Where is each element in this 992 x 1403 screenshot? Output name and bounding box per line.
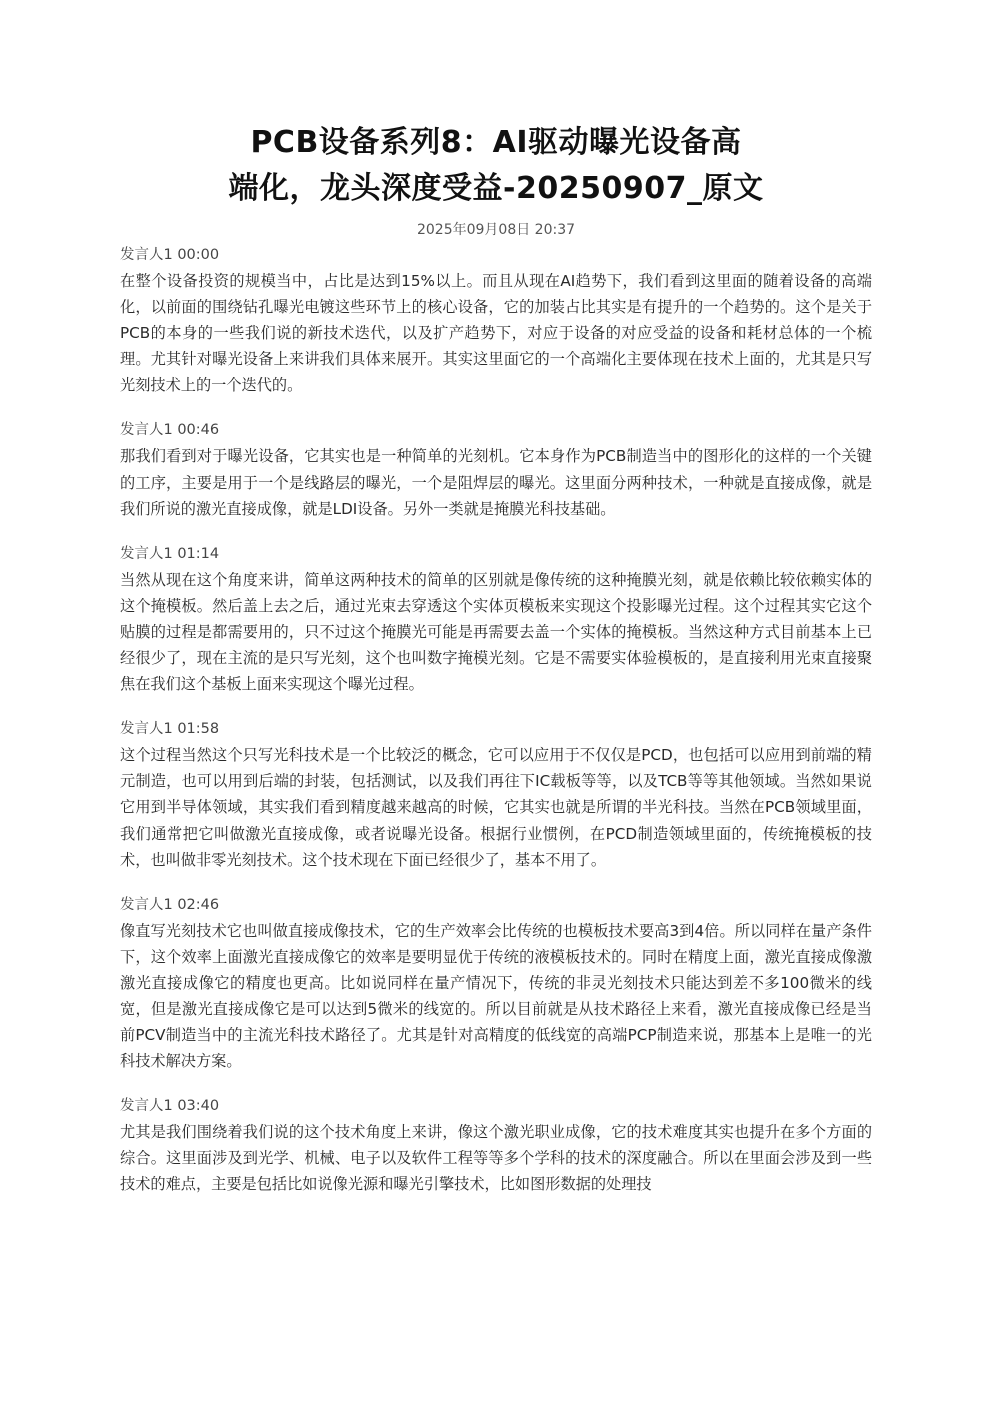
speaker-timestamp: 发言人1 00:46 [120,422,220,439]
transcript-body [120,244,872,1219]
segment-text: 那我们看到对于曝光设备，它其实也是一种简单的光刻机。它本身作为PCB制造当中的图形化的这样的一个关键的工序，主要是用于一个是线路层的曝光，一个是阻焊层的曝光。这里面分两种技术，一种就是直接成像，就是我们所说的激光直接成像，就是LDI设备。另外一类就是掩膜光科技基础。 [120,447,872,518]
segment-text: 在整个设备投资的规模当中，占比是达到15%以上。而且从现在AI趋势下，我们看到这里面的随着设备的高端化，以前面的围绕钻孔曝光电镀这些环节上的核心设备，它的加装占比其实是有提升的一个趋势的。这个是关于PCB的本身的一些我们说的新技术迭代，以及扩产趋势下，对应于设备的对应受益的设备和耗材总体的一个梳理。尤其针对曝光设备上来讲我们具体来展开。其实这里面它的一个高端化主要体现在技术上面的，尤其是只写光刻技术上的一个迭代的。 [120,272,872,395]
transcript-segment [120,718,872,872]
transcript-segment [120,543,872,697]
document-date: 2025年09月08日 20:37 [416,222,576,238]
speaker-timestamp: 发言人1 00:00 [120,247,220,263]
document-title [0,120,992,212]
transcript-segment [120,419,872,521]
speaker-timestamp: 发言人1 01:14 [120,545,220,562]
segment-text: 像直写光刻技术它也叫做直接成像技术，它的生产效率会比传统的也模板技术要高3到4倍。所以同样在量产条件下，这个效率上面激光直接成像它的效率是要明显优于传统的液模板技术的。同时在精度上面，激光直接成像激激光直接成像它的精度也更高。比如说同样在量产情况下，传统的非灵光刻技术只能达到差不多100微米的线宽，但是激光直接成像它是可以达到5微米的线宽的。所以目前就是从技术路径上来看，激光直接成像已经是当前PCV制造当中的主流光科技术路径了。尤其是针对高精度的低线宽的高端PCP制造来说，那基本上是唯一的光科技术解决方案。 [120,921,872,1071]
speaker-timestamp: 发言人1 03:40 [120,1098,220,1115]
transcript-segment [120,1095,872,1197]
speaker-timestamp: 发言人1 01:58 [120,721,220,738]
segment-text: 尤其是我们围绕着我们说的这个技术角度上来讲，像这个激光职业成像，它的技术难度其实也提升在多个方面的综合。这里面涉及到光学、机械、电子以及软件工程等等多个学科的技术的深度融合。所以在里面会涉及到一些技术的难点，主要是包括比如说像光源和曝光引擎技术，比如图形数据的处理技 [120,1123,872,1194]
transcript-segment [120,894,872,1075]
segment-text: 这个过程当然这个只写光科技术是一个比较泛的概念，它可以应用于不仅仅是PCD，也包括可以应用到前端的精元制造，也可以用到后端的封装，包括测试，以及我们再往下IC载板等等，以及TCB等等其他领域。当然如果说它用到半导体领域，其实我们看到精度越来越高的时候，它其实也就是所谓的半光科技。当然在PCB领域里面，我们通常把它叫做激光直接成像，或者说曝光设备。根据行业惯例，在PCD制造领域里面的，传统掩模板的技术，也叫做非零光刻技术。这个技术现在下面已经很少了，基本不用了。 [120,746,872,869]
title-line-2: 端化，龙头深度受益-20250907_原文 [228,171,764,206]
transcript-segment [120,244,872,398]
title-line-1: PCB设备系列8：AI驱动曝光设备高 [250,125,742,160]
segment-text: 当然从现在这个角度来讲，简单这两种技术的简单的区别就是像传统的这种掩膜光刻，就是依赖比较依赖实体的这个掩模板。然后盖上去之后，通过光束去穿透这个实体页模板来实现这个投影曝光过程。这个过程其实它这个贴膜的过程是都需要用的，只不过这个掩膜光可能是再需要去盖一个实体的掩模板。当然这种方式目前基本上已经很少了，现在主流的是只写光刻，这个也叫数字掩模光刻。它是不需要实体验模板的，是直接利用光束直接聚焦在我们这个基板上面来实现这个曝光过程。 [120,570,872,694]
speaker-timestamp: 发言人1 02:46 [120,896,220,913]
